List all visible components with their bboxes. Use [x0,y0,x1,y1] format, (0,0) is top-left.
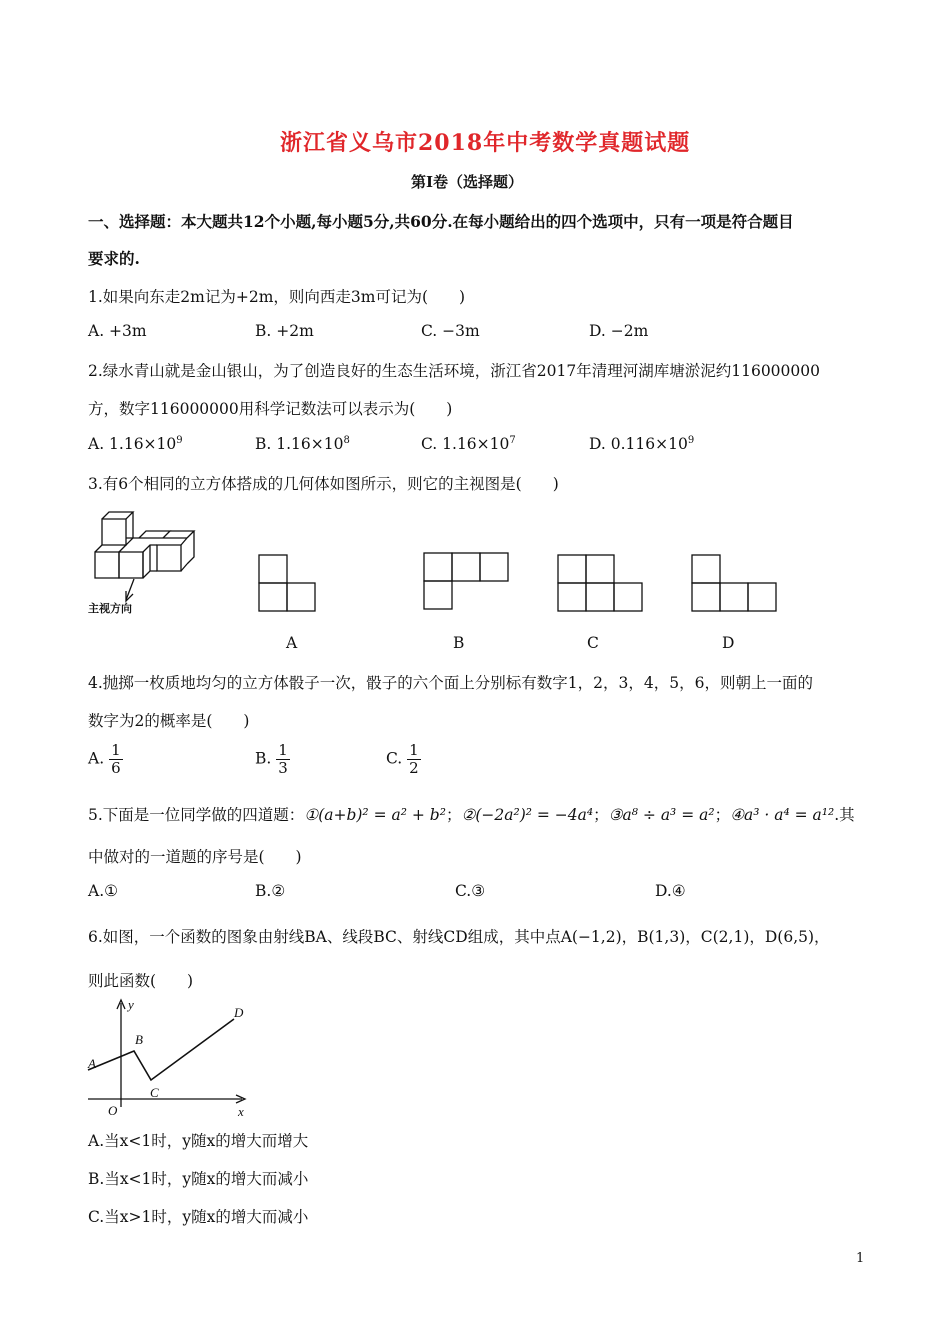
q6-option-b: B.当x<1时，y随x的增大而减小 [88,1170,309,1188]
point-a-label: A [88,1056,96,1071]
q3-solid-figure [84,505,204,620]
q5-option-b: B.② [255,882,286,900]
point-b-label: B [135,1032,143,1047]
y-axis-label: y [128,997,134,1012]
q3-option-d-figure [689,553,779,613]
q6-stem-line-2: 则此函数( ) [88,972,194,990]
q2-option-c: C. $1.16\times 10^7$ [421,435,516,454]
q6-option-c: C.当x>1时，y随x的增大而减小 [88,1208,309,1226]
q3-option-c-label: C [587,634,599,652]
q6-option-a: A.当x<1时，y随x的增大而增大 [88,1132,309,1150]
instructions-line-2: 要求的. [88,249,140,268]
q3-option-b-figure [421,551,511,613]
q3-view-direction-label: 主视方向 [88,602,132,615]
q4-stem-line-1: 4.抛掷一枚质地均匀的立方体骰子一次，骰子的六个面上分别标有数字1，2，3，4，5，6，则朝上一面的 [88,674,813,692]
q5-option-c: C.③ [455,882,486,900]
q5-stem-line-2: 中做对的一道题的序号是( ) [88,848,302,866]
q4-stem-line-2: 数字为2的概率是( ) [88,712,250,730]
q5-option-d: D.④ [655,882,686,900]
q1-option-c: C. −3m [421,322,480,340]
q1-option-b: B. +2m [255,322,314,340]
q3-option-c-figure [555,553,645,613]
q3-option-b-label: B [453,634,465,652]
point-c-label: C [150,1085,159,1100]
q1-option-a: A. +3m [88,322,147,340]
q4-option-a: A. $\frac{1}{6}$ [88,741,121,777]
instructions-line-1: 一、选择题：本大题共12个小题,每小题5分,共60分.在每小题给出的四个选项中，只有一项是符合题目 [88,212,794,231]
q3-option-d-label: D [722,634,735,652]
q3-stem: 3.有6个相同的立方体搭成的几何体如图所示，则它的主视图是( ) [88,475,559,493]
q4-option-b: B. $\frac{1}{3}$ [255,741,288,777]
page-number: 1 [856,1251,865,1266]
q3-option-a-figure [256,553,318,613]
q3-option-a-label: A [286,634,298,652]
point-d-label: D [234,1005,244,1020]
q2-option-a: A. $1.16\times 10^9$ [88,435,183,454]
page-title: 浙江省义乌市2018年中考数学真题试题 [280,130,691,156]
q5-option-a: A.① [88,882,119,900]
origin-label: O [108,1103,118,1118]
q2-stem-line-2: 方，数字116000000用科学记数法可以表示为( ) [88,400,453,418]
x-axis-label: x [238,1104,244,1119]
function-polyline [88,1019,234,1080]
q6-function-graph [84,995,259,1120]
q6-stem-line-1: 6.如图，一个函数的图象由射线BA、线段BC、射线CD组成，其中点A(−1,2)，B(1,3)，C(2,1)，D(6,5)， [88,928,830,946]
q1-stem: 1.如果向东走2m记为+2m，则向西走3m可记为( ) [88,288,466,306]
q5-stem-line-1: 5.下面是一位同学做的四道题：①(a+b)² = a² + b²；②(−2a²)² = −4a⁴；③a⁸ ÷ a³ = a²；④a³ · a⁴ = a¹².其 [88,806,855,824]
q2-option-d: D. $0.116\times 10^9$ [589,435,695,454]
q2-option-b: B. $1.16\times 10^8$ [255,435,350,454]
q2-stem-line-1: 2.绿水青山就是金山银山，为了创造良好的生态生活环境，浙江省2017年清理河湖库塘淤泥约116000000 [88,362,820,380]
section-title: 第Ⅰ卷（选择题） [411,173,524,191]
q1-option-d: D. −2m [589,322,649,340]
q4-option-c: C. $\frac{1}{2}$ [386,741,419,777]
